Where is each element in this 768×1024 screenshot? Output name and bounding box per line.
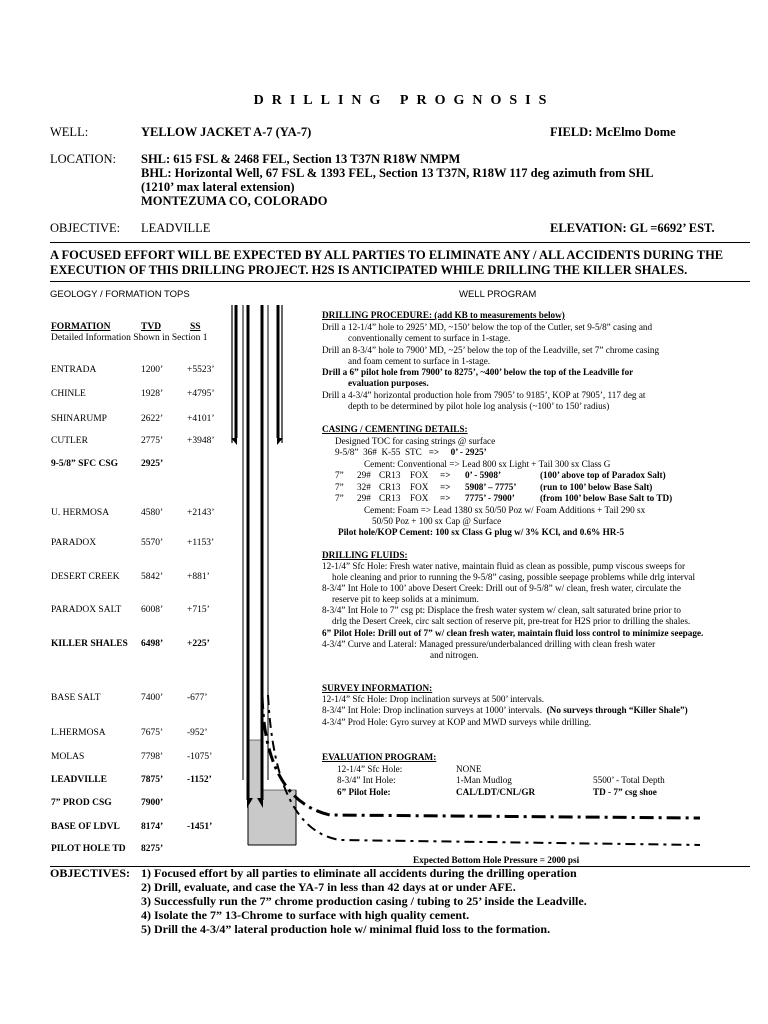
prod-casing-cell: 7” <box>335 470 344 480</box>
formation-tvd: 4580’ <box>141 508 164 518</box>
formation-ss: -677’ <box>187 693 208 703</box>
objective-label: OBJECTIVE: <box>50 221 121 235</box>
toc-line: Designed TOC for casing strings @ surface <box>335 436 496 446</box>
evaluation-cell: NONE <box>456 764 482 774</box>
formation-name: DESERT CREEK <box>51 572 120 582</box>
formation-ss: +3948’ <box>187 436 215 446</box>
formation-tvd: 5570’ <box>141 538 164 548</box>
formation-tvd: 7900’ <box>141 798 164 808</box>
evaluation-cell: TD - 7” csg shoe <box>593 787 657 797</box>
procedure-line: depth to be determined by pilot hole log analysis (~100’ to 150’ radius) <box>348 401 610 411</box>
formation-ss: +715’ <box>187 605 210 615</box>
prod-casing-cell: FOX <box>410 493 429 503</box>
objective-item: 1) Focused effort by all parties to eliminate all accidents during the drilling operation <box>141 866 577 880</box>
fluids-line: 8-3/4” Int Hole to 100’ above Desert Creek: Drill out of 9-5/8” w/ clean, fresh water, circulate the <box>322 583 681 593</box>
formation-tvd: 8275’ <box>141 844 164 854</box>
fluids-line: 8-3/4” Int Hole to 7” csg pt: Displace the fresh water system w/ clean, salt saturated brine prior to <box>322 605 681 615</box>
formation-tvd: 6008’ <box>141 605 164 615</box>
well-value: YELLOW JACKET A-7 (YA-7) <box>141 125 312 139</box>
formation-ss: +225’ <box>187 639 210 649</box>
fluids-line: reserve pit to keep solids at a minimum. <box>332 594 479 604</box>
location-line: (1210’ max lateral extension) <box>141 180 295 194</box>
prod-casing-cell: 7” <box>335 493 344 503</box>
formation-tvd: 1928’ <box>141 389 164 399</box>
formation-tvd: 2925’ <box>141 459 164 469</box>
formation-name: ENTRADA <box>51 365 97 375</box>
well-label: WELL: <box>50 125 89 139</box>
evaluation-cell: CAL/LDT/CNL/GR <box>456 787 536 797</box>
evaluation-heading: EVALUATION PROGRAM: <box>322 752 437 762</box>
prod-casing-cell: 0’ - 5908’ <box>465 470 502 480</box>
casing-interval: 0’ - 2925’ <box>450 447 487 457</box>
cement-line: Cement: Foam => Lead 1380 sx 50/50 Poz w/ Foam Additions + Tail 290 sx <box>364 505 646 515</box>
location-line: MONTEZUMA CO, COLORADO <box>141 194 328 208</box>
formation-name: CUTLER <box>51 436 88 446</box>
procedure-line: Drill a 4-3/4” horizontal production hole from 7905’ to 9185’, KOP at 7905’, 117 deg at <box>322 390 646 400</box>
evaluation-cell: 8-3/4” Int Hole: <box>337 775 396 785</box>
objectives-label: OBJECTIVES: <box>50 866 131 880</box>
casing-heading: CASING / CEMENTING DETAILS: <box>322 424 468 434</box>
field-value: FIELD: McElmo Dome <box>550 125 676 139</box>
cement-line: Cement: Conventional => Lead 800 sx Light + Tail 300 sx Class G <box>364 459 611 469</box>
prod-casing-cell: FOX <box>410 470 429 480</box>
survey-heading: SURVEY INFORMATION: <box>322 683 433 693</box>
location-line: SHL: 615 FSL & 2468 FEL, Section 13 T37N R18W NMPM <box>141 152 461 166</box>
procedure-line: Drill an 8-3/4” hole to 7900’ MD, ~25’ below the top of the Leadville, set 7” chrome casing <box>322 345 660 355</box>
procedure-line: evaluation purposes. <box>348 378 429 388</box>
formation-name: PILOT HOLE TD <box>51 844 126 854</box>
formation-tvd: 8174’ <box>141 822 164 832</box>
objective-item: 2) Drill, evaluate, and case the YA-7 in less than 42 days at or under AFE. <box>141 880 516 894</box>
prod-casing-cell: FOX <box>410 482 429 492</box>
prod-casing-cell: => <box>440 493 451 503</box>
evaluation-cell: 12-1/4” Sfc Hole: <box>337 764 403 774</box>
fluids-line: drlg the Desert Creek, circ salt section of reserve pit, pre-treat for H2S prior to drilling the shales. <box>332 616 691 626</box>
formation-name: 7” PROD CSG <box>51 798 112 808</box>
col-ss: SS <box>190 322 201 332</box>
prod-casing-cell: 29# <box>357 493 371 503</box>
formation-tvd: 7875’ <box>141 775 164 785</box>
formation-name: 9-5/8” SFC CSG <box>51 459 119 469</box>
formation-ss: +4101’ <box>187 414 215 424</box>
location-label: LOCATION: <box>50 152 116 166</box>
evaluation-cell: 5500’ - Total Depth <box>593 775 665 785</box>
casing-size: 9-5/8” <box>335 447 359 457</box>
formation-name: MOLAS <box>51 752 85 762</box>
formation-tvd: 6498’ <box>141 639 164 649</box>
prod-casing-cell: 7” <box>335 482 344 492</box>
prod-casing-cell: (100’ above top of Paradox Salt) <box>540 470 666 480</box>
prod-casing-cell: 29# <box>357 470 371 480</box>
page-title: DRILLING PROGNOSIS <box>253 93 555 108</box>
formation-tvd: 7400’ <box>141 693 164 703</box>
formation-name: BASE SALT <box>51 693 101 703</box>
formation-name: U. HERMOSA <box>51 508 110 518</box>
formation-tvd: 5842’ <box>141 572 164 582</box>
formation-note: Detailed Information Shown in Section 1 <box>51 333 208 343</box>
formation-ss: +1153’ <box>187 538 215 548</box>
formation-ss: -1075’ <box>187 752 213 762</box>
objective-item: 3) Successfully run the 7” chrome production casing / tubing to 25’ inside the Leadville. <box>141 894 587 908</box>
formation-name: KILLER SHALES <box>51 639 128 649</box>
fluids-line: hole cleaning and prior to running the 9-5/8” casing, possible seepage problems while drlg interval <box>332 572 696 582</box>
formation-ss: +2143’ <box>187 508 215 518</box>
survey-line: 4-3/4” Prod Hole: Gyro survey at KOP and MWD surveys while drilling. <box>322 717 592 727</box>
arrow: => <box>428 447 440 457</box>
evaluation-cell: 6” Pilot Hole: <box>337 787 391 797</box>
objective-item: 4) Isolate the 7” 13-Chrome to surface with high quality cement. <box>141 908 470 922</box>
col-tvd: TVD <box>141 322 162 332</box>
prod-casing-cell: => <box>440 482 451 492</box>
col-formation: FORMATION <box>51 322 111 332</box>
formation-ss: -1152’ <box>187 775 212 785</box>
prod-casing-cell: (from 100’ below Base Salt to TD) <box>540 493 673 503</box>
formation-name: CHINLE <box>51 389 86 399</box>
cement-line: 50/50 Poz + 100 sx Cap @ Surface <box>372 516 502 526</box>
formation-name: SHINARUMP <box>51 414 107 424</box>
fluids-line: 4-3/4” Curve and Lateral: Managed pressure/underbalanced drilling with clean fresh water <box>322 639 656 649</box>
procedure-line: Drill a 6” pilot hole from 7900’ to 8275’, ~400’ below the top of the Leadville for <box>322 367 634 377</box>
evaluation-cell: 1-Man Mudlog <box>456 775 512 785</box>
prod-casing-cell: CR13 <box>379 470 401 480</box>
fluids-line: 6” Pilot Hole: Drill out of 7” w/ clean fresh water, maintain fluid loss control to minimize seepage. <box>322 628 704 638</box>
procedure-line: Drill a 12-1/4” hole to 2925’ MD, ~150’ below the top of the Cutler, set 9-5/8” casing and <box>322 322 653 332</box>
well-program-section-label: WELL PROGRAM <box>459 289 537 300</box>
formation-tvd: 2622’ <box>141 414 164 424</box>
formation-tvd: 1200’ <box>141 365 164 375</box>
formation-ss: +881’ <box>187 572 210 582</box>
casing-grade: K-55 <box>381 447 401 457</box>
procedure-line: and foam cement to surface in 1-stage. <box>348 356 491 366</box>
formation-name: BASE OF LDVL <box>51 822 120 832</box>
objective-value: LEADVILLE <box>141 221 211 235</box>
survey-line: 12-1/4” Sfc Hole: Drop inclination surveys at 500’ intervals. <box>322 694 545 704</box>
formation-name: PARADOX SALT <box>51 605 122 615</box>
procedure-line: conventionally cement to surface in 1-stage. <box>348 333 511 343</box>
formation-tvd: 7798’ <box>141 752 164 762</box>
pilot-cement: Pilot hole/KOP Cement: 100 sx Class G plug w/ 3% KCl, and 0.6% HR-5 <box>338 527 625 537</box>
survey-line: 8-3/4” Int Hole: Drop inclination surveys at 1000’ intervals. (No surveys through “Killer Shale”) <box>322 705 688 715</box>
location-line: BHL: Horizontal Well, 67 FSL & 1393 FEL, Section 13 T37N, R18W 117 deg azimuth from SHL <box>141 166 654 180</box>
formation-ss: +4795’ <box>187 389 215 399</box>
casing-thread: STC <box>404 447 422 457</box>
formation-name: PARADOX <box>51 538 97 548</box>
prod-casing-cell: 32# <box>357 482 371 492</box>
fluids-line: and nitrogen. <box>430 650 479 660</box>
prod-casing-cell: 7775’ - 7900’ <box>465 493 515 503</box>
prod-casing-cell: 5908’ – 7775’ <box>465 482 517 492</box>
bottom-hole-pressure: Expected Bottom Hole Pressure = 2000 psi <box>413 855 580 865</box>
casing-weight: 36# <box>363 447 377 457</box>
objective-item: 5) Drill the 4-3/4” lateral production hole w/ minimal fluid loss to the formation. <box>141 922 551 936</box>
fluids-line: 12-1/4” Sfc Hole: Fresh water native, maintain fluid as clean as possible, pump viscous sweeps for <box>322 561 686 571</box>
prod-casing-cell: (run to 100’ below Base Salt) <box>540 482 653 492</box>
elevation-value: ELEVATION: GL =6692’ EST. <box>550 221 715 235</box>
fluids-heading: DRILLING FLUIDS: <box>322 550 408 560</box>
formation-tvd: 2775’ <box>141 436 164 446</box>
geology-section-label: GEOLOGY / FORMATION TOPS <box>50 289 190 300</box>
formation-ss: -952’ <box>187 728 208 738</box>
formation-name: L.HERMOSA <box>51 728 106 738</box>
prod-casing-cell: => <box>440 470 451 480</box>
prod-casing-cell: CR13 <box>379 493 401 503</box>
sfc-casing-row <box>335 447 487 458</box>
formation-ss: +5523’ <box>187 365 215 375</box>
drilling-procedure-heading: DRILLING PROCEDURE: (add KB to measurements below) <box>322 310 565 320</box>
prod-casing-cell: CR13 <box>379 482 401 492</box>
formation-name: LEADVILLE <box>51 775 107 785</box>
formation-tvd: 7675’ <box>141 728 164 738</box>
safety-warning: A FOCUSED EFFORT WILL BE EXPECTED BY ALL PARTIES TO ELIMINATE ANY / ALL ACCIDENTS DURING THE EXECUTION OF THIS DRILLING PROJECT. H2S IS ANTICIPATED WHILE DRILLING THE KILLER SHALES. <box>50 248 724 277</box>
formation-ss: -1451’ <box>187 822 213 832</box>
